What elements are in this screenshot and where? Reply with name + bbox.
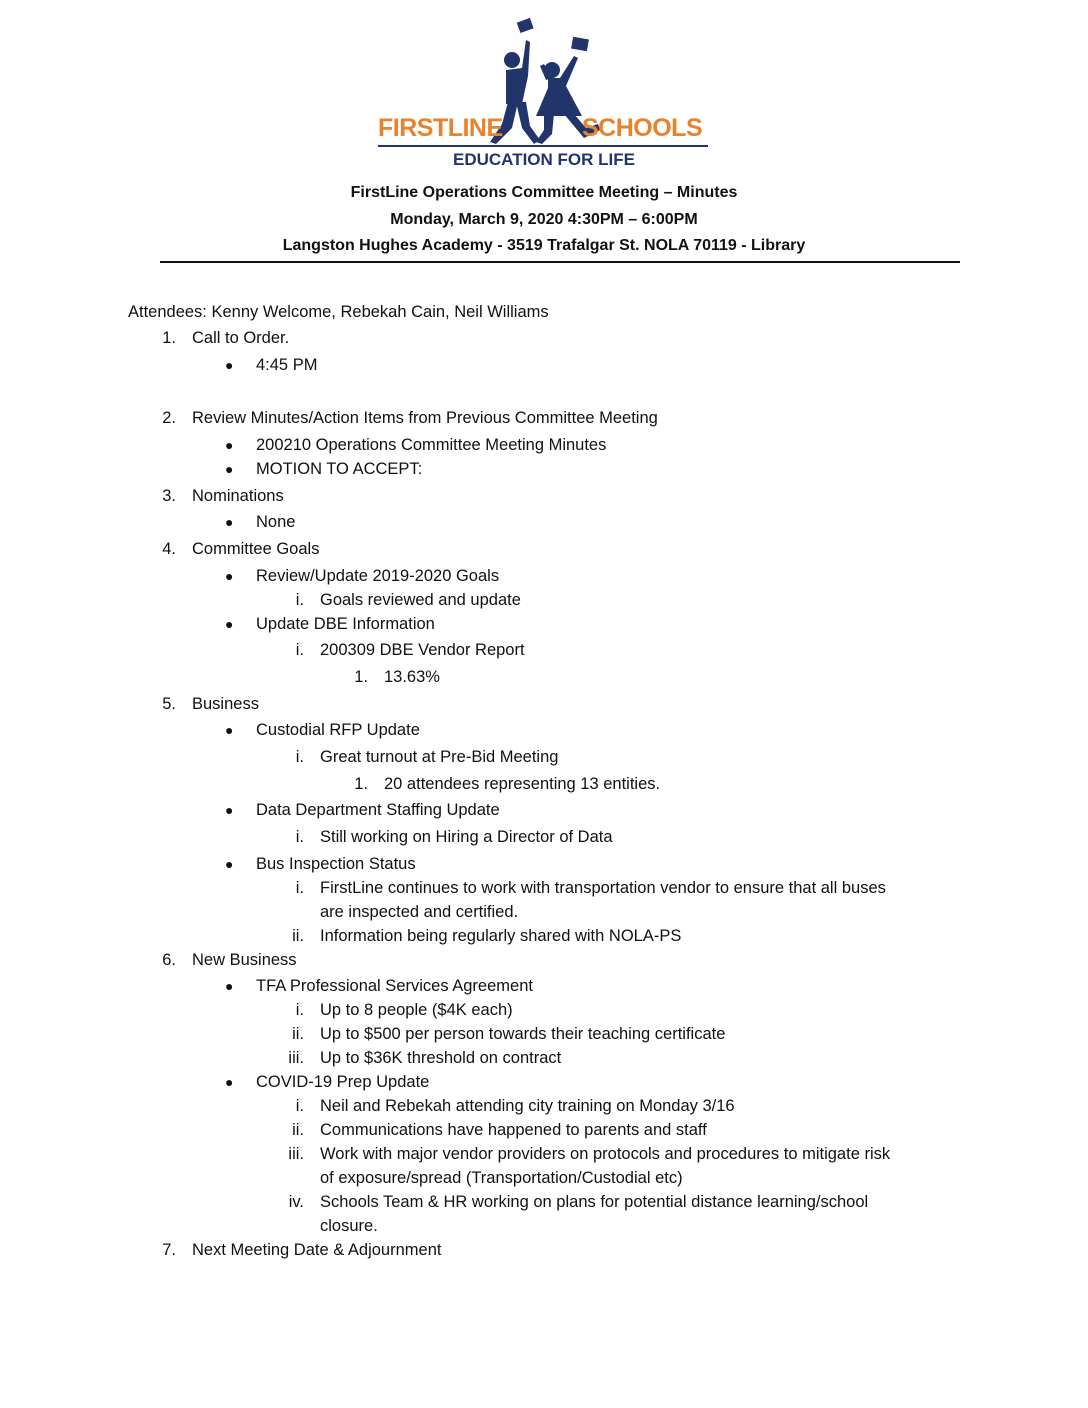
- agenda-number: 6.: [162, 951, 176, 969]
- detail-item: Up to $500 per person towards their teaching certificate: [320, 1025, 726, 1043]
- detail-item: Schools Team & HR working on plans for potential distance learning/school: [320, 1193, 869, 1211]
- detail-item: 200309 DBE Vendor Report: [320, 641, 525, 659]
- bullet-icon: ●: [225, 357, 234, 373]
- detail-item-continued: of exposure/spread (Transportation/Custodial etc): [320, 1169, 683, 1187]
- detail-item: Up to $36K threshold on contract: [320, 1049, 562, 1067]
- sub-number: 1.: [354, 775, 368, 793]
- detail-subitem: 20 attendees representing 13 entities.: [384, 775, 661, 793]
- agenda-subitem: None: [256, 513, 296, 531]
- detail-item-continued: closure.: [320, 1217, 378, 1235]
- detail-item: Goals reviewed and update: [320, 591, 521, 609]
- agenda-number: 2.: [162, 409, 176, 427]
- roman-number: iv.: [288, 1193, 304, 1211]
- meeting-title: FirstLine Operations Committee Meeting – Minutes: [350, 184, 738, 201]
- agenda-subitem: 4:45 PM: [256, 356, 318, 374]
- roman-number: i.: [295, 879, 304, 897]
- logo-rule: [378, 145, 708, 147]
- roman-number: i.: [295, 641, 304, 659]
- agenda-subitem: TFA Professional Services Agreement: [256, 977, 533, 995]
- roman-number: ii.: [292, 927, 304, 945]
- agenda-item: Review Minutes/Action Items from Previous Committee Meeting: [192, 409, 658, 427]
- roman-number: ii.: [292, 1121, 304, 1139]
- agenda-item: Call to Order.: [192, 329, 290, 347]
- roman-number: i.: [295, 828, 304, 846]
- agenda-item: Committee Goals: [192, 540, 320, 558]
- roman-number: i.: [295, 1001, 304, 1019]
- detail-item-continued: are inspected and certified.: [320, 903, 519, 921]
- agenda-subitem: Custodial RFP Update: [256, 721, 420, 739]
- logo-tagline: EDUCATION FOR LIFE: [453, 150, 635, 169]
- logo-schools-text: SCHOOLS: [582, 114, 703, 142]
- bullet-icon: ●: [225, 1074, 234, 1090]
- agenda-number: 5.: [162, 695, 176, 713]
- logo-firstline-text: FIRSTLINE: [378, 114, 503, 142]
- bullet-icon: ●: [225, 437, 234, 453]
- roman-number: iii.: [288, 1049, 304, 1067]
- agenda-item: Business: [192, 695, 259, 713]
- bullet-icon: ●: [225, 514, 234, 530]
- detail-subitem: 13.63%: [384, 668, 440, 686]
- roman-number: iii.: [288, 1145, 304, 1163]
- agenda-item: New Business: [192, 951, 297, 969]
- roman-number: i.: [295, 748, 304, 766]
- agenda-item: Next Meeting Date & Adjournment: [192, 1241, 442, 1259]
- agenda-subitem: Data Department Staffing Update: [256, 801, 500, 819]
- bullet-icon: ●: [225, 722, 234, 738]
- sub-number: 1.: [354, 668, 368, 686]
- detail-item: Communications have happened to parents and staff: [320, 1121, 707, 1139]
- firstline-logo: [374, 16, 714, 174]
- attendees-line: Attendees: Kenny Welcome, Rebekah Cain, Neil Williams: [128, 303, 549, 321]
- roman-number: i.: [295, 1097, 304, 1115]
- detail-item: Still working on Hiring a Director of Data: [320, 828, 613, 846]
- meeting-location: Langston Hughes Academy - 3519 Trafalgar St. NOLA 70119 - Library: [282, 237, 806, 254]
- meeting-date-time: Monday, March 9, 2020 4:30PM – 6:00PM: [390, 211, 698, 228]
- agenda-number: 1.: [162, 329, 176, 347]
- detail-item: Up to 8 people ($4K each): [320, 1001, 513, 1019]
- agenda-subitem: COVID-19 Prep Update: [256, 1073, 430, 1091]
- agenda-number: 4.: [162, 540, 176, 558]
- agenda-subitem: Update DBE Information: [256, 615, 435, 633]
- bullet-icon: ●: [225, 616, 234, 632]
- detail-item: Great turnout at Pre-Bid Meeting: [320, 748, 559, 766]
- bullet-icon: ●: [225, 978, 234, 994]
- bullet-icon: ●: [225, 802, 234, 818]
- bullet-icon: ●: [225, 461, 234, 477]
- agenda-subitem: Bus Inspection Status: [256, 855, 416, 873]
- detail-item: Neil and Rebekah attending city training on Monday 3/16: [320, 1097, 735, 1115]
- agenda-subitem: 200210 Operations Committee Meeting Minutes: [256, 436, 607, 454]
- agenda-subitem: Review/Update 2019-2020 Goals: [256, 567, 500, 585]
- bullet-icon: ●: [225, 856, 234, 872]
- header-divider: [160, 261, 960, 263]
- detail-item: Information being regularly shared with NOLA-PS: [320, 927, 682, 945]
- bullet-icon: ●: [225, 568, 234, 584]
- agenda-item: Nominations: [192, 487, 284, 505]
- agenda-number: 3.: [162, 487, 176, 505]
- roman-number: ii.: [292, 1025, 304, 1043]
- roman-number: i.: [295, 591, 304, 609]
- detail-item: FirstLine continues to work with transportation vendor to ensure that all buses: [320, 879, 886, 897]
- detail-item: Work with major vendor providers on protocols and procedures to mitigate risk: [320, 1145, 891, 1163]
- agenda-number: 7.: [162, 1241, 176, 1259]
- agenda-subitem: MOTION TO ACCEPT:: [256, 460, 423, 478]
